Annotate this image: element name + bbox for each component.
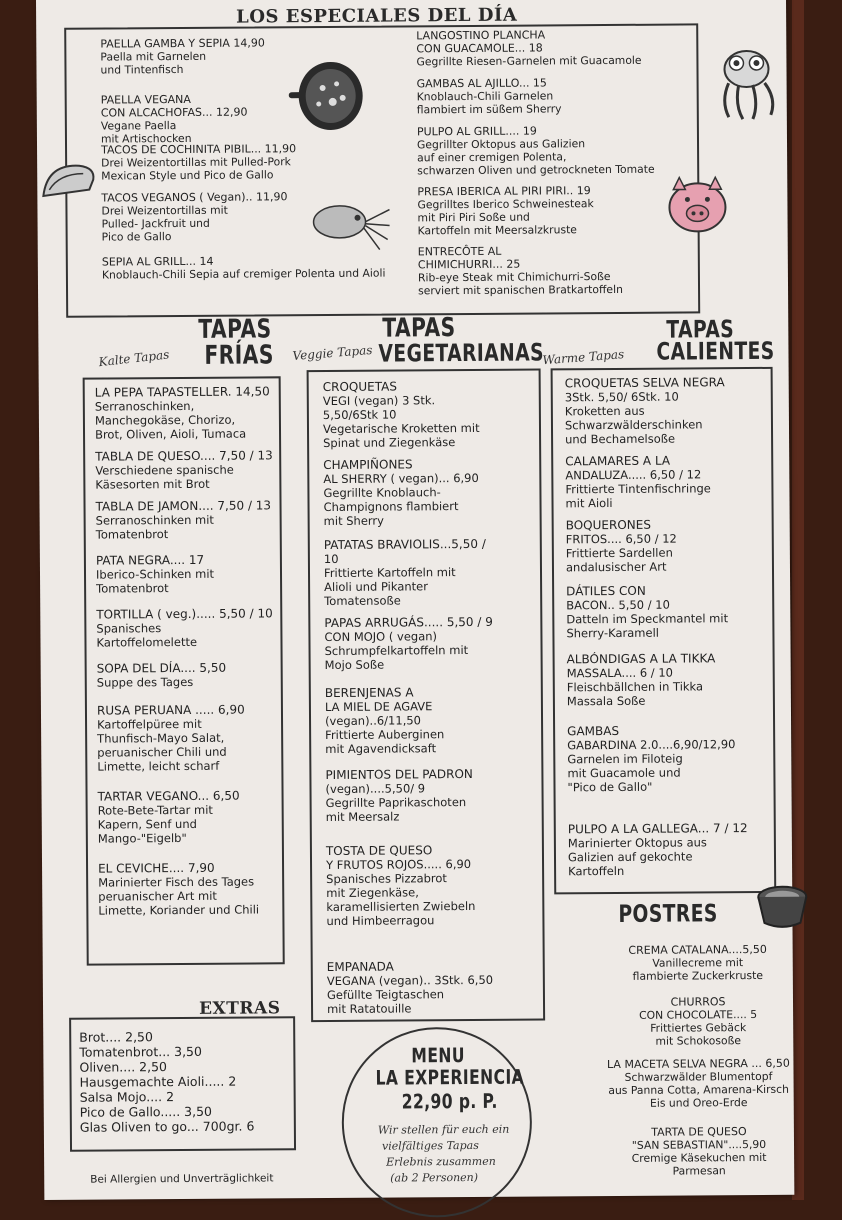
menu-item-description: Serranoschinken, [94,398,195,414]
menu-item-title: CROQUETAS [322,379,397,395]
menu-item-description: Limette, leicht scharf [97,758,220,774]
menu-item-description: mit Aioli [565,495,613,511]
menu-item-title: RUSA PERUANA ..... 6,90 [96,702,245,718]
menu-item [565,453,711,510]
menu-item-description: Knoblauch-Chili Sepia auf cremiger Polenta und Aioli [101,266,386,282]
menu-item-description: Frittierte Kartoffeln mit [323,565,456,581]
menu-item-description: Schrumpfelkartoffeln mit [324,642,469,659]
menu-item-description: flambierte Zuckerkruste [632,968,764,983]
menu-item [101,93,248,146]
menu-item-description: Gegrillte Paprikaschoten [325,795,467,810]
menu-item-description: Tomatenbrot [95,527,169,542]
cuttlefish-icon [309,196,391,255]
menu-item-description: flambiert im süßem Sherry [416,102,562,117]
extras-item: Salsa Mojo.... 2 [79,1089,175,1105]
experiencia-line: vielfältiges Tapas [381,1138,479,1153]
menu-item-description: Spinat und Ziegenkäse [323,435,456,451]
menu-item-description: Drei Weizentortillas mit Pulled-Pork [101,155,291,170]
menu-item [325,685,445,756]
menu-item-description: Iberico-Schinken mit [95,566,215,582]
menu-item [416,28,641,69]
menu-item-title: PULPO AL GRILL.... 19 [416,124,537,139]
specials-title: LOS ESPECIALES DEL DÍA [236,4,518,28]
menu-item-description: Knoblauch-Chili Garnelen [416,89,554,104]
extras-item: Tomatenbrot... 3,50 [79,1043,202,1060]
menu-item-description: Verschiedene spanische [95,462,234,478]
menu-item [603,943,793,983]
menu-item-title-cont: CON GUACAMOLE... 18 [416,41,543,56]
menu-item-title: DÁTILES CON [566,583,646,599]
menu-item [324,537,487,608]
frias-title-2: FRÍAS [204,340,274,371]
vegetarianas-title-1: TAPAS [382,313,456,344]
menu-item-description: CON MOJO ( vegan) [324,629,438,645]
experiencia-menu: MENU [411,1043,465,1068]
menu-item-description: Tomatensoße [324,593,401,609]
menu-item-description: Suppe des Tages [96,674,194,690]
menu-item [100,36,265,76]
menu-item-title: CHURROS [670,995,726,1009]
extras-item: Glas Oliven to go... 700gr. 6 [79,1118,255,1135]
menu-item-description: Pulled- Jackfruit und [101,216,210,231]
calientes-title-2: CALIENTES [656,336,775,366]
menu-item-title: TACOS VEGANOS ( Vegan).. 11,90 [101,190,288,205]
menu-item [326,843,476,928]
menu-item-description: (vegan)....5,50/ 9 [325,781,426,796]
menu-item-description: Gegrillter Oktopus aus Galizien [416,137,586,152]
menu-item-description: Kroketten aus [564,403,645,419]
menu-item-description: Manchegokäse, Chorizo, [94,412,236,428]
menu-item-description: Mojo Soße [324,657,385,673]
menu-item-description: (vegan)..6/11,50 [324,713,422,728]
menu-item-title: TABLA DE QUESO.... 7,50 / 13 [95,448,273,464]
menu-item-description: Marinierter Fisch des Tages [98,874,255,890]
menu-item [98,860,259,917]
menu-item-description: CON CHOCOLATE.... 5 [639,1007,758,1022]
menu-item-title: TARTAR VEGANO... 6,50 [97,788,240,804]
menu-item-description: Gefüllte Teigtaschen [326,987,445,1002]
experiencia-line: Erlebnis zusammen [386,1154,496,1169]
menu-item-description: ANDALUZA..... 6,50 / 12 [565,467,702,483]
menu-item-title: CREMA CATALANA....5,50 [628,942,767,957]
menu-item-description: LA MIEL DE AGAVE [324,699,433,714]
octopus-icon [712,45,783,121]
menu-item-description: Spanisches Pizzabrot [326,871,447,886]
menu-item [95,498,271,541]
menu-item-description: VEGANA (vegan).. 3Stk. 6,50 [326,972,494,988]
vegetarianas-script: Veggie Tapas [292,342,373,363]
menu-item-description: BACON.. 5,50 / 10 [566,597,670,613]
menu-item-description: Fleischbällchen in Tikka [566,679,704,695]
menu-item-description: Eis und Oreo-Erde [649,1096,748,1110]
menu-item-description: peruanischer Art mit [98,888,217,904]
menu-item-description: aus Panna Cotta, Amarena-Kirsch [608,1082,789,1098]
menu-item-description: Frittiertes Gebäck [650,1021,747,1035]
menu-item-description: Gegrillte Riesen-Garnelen mit Guacamole [416,53,642,69]
paella-pan-icon [288,58,369,135]
menu-item-description: Thunfisch-Mayo Salat, [97,730,225,746]
menu-item [98,789,240,846]
extras-item: Hausgemachte Aioli..... 2 [79,1073,237,1090]
menu-item [323,457,479,528]
menu-item [418,244,623,297]
menu-item-title: BERENJENAS A [324,685,414,701]
menu-item [567,651,716,708]
extras-title: EXTRAS [198,998,281,1019]
menu-item-description: karamellisierten Zwiebeln [326,898,476,914]
menu-item [568,821,748,878]
menu-item [101,142,296,182]
menu-item [325,767,473,824]
menu-item-description: Datteln im Speckmantel mit [566,611,729,627]
menu-item-description: Mango-"Eigelb" [97,830,187,846]
menu-item-description: 5,50/6Stk 10 [322,407,397,423]
menu-item-title: PULPO A LA GALLEGA... 7 / 12 [567,821,748,837]
menu-item-description: und Tintenfisch [100,62,184,77]
menu-item-description: MASSALA.... 6 / 10 [566,665,673,681]
menu-item-description: Käsesorten mit Brot [95,476,210,492]
menu-item-description: Vegane Paella [100,119,177,133]
menu-item-title: PAPAS ARRUGÁS..... 5,50 / 9 [324,614,493,631]
menu-item-description: Massala Soße [566,693,646,709]
menu-item [327,959,494,1016]
menu-item-description: Y FRUTOS ROJOS..... 6,90 [325,856,472,872]
menu-item-title: PATA NEGRA.... 17 [95,552,205,568]
menu-item-description: mit Sherry [323,513,384,529]
menu-item-description: auf einer cremigen Polenta, [417,150,567,165]
menu-item-description: FRITOS.... 6,50 / 12 [565,531,677,547]
menu-item-description: und Himbeerragou [326,913,435,928]
menu-item-description: Schwarzwälder Blumentopf [624,1069,773,1084]
menu-item-title: PRESA IBERICA AL PIRI PIRI.. 19 [417,184,591,199]
menu-item-title: SOPA DEL DÍA.... 5,50 [96,660,227,676]
menu-item-title: TACOS DE COCHINITA PIBIL... 11,90 [101,142,297,157]
frias-script: Kalte Tapas [97,347,170,370]
menu-item-title: PIMIENTOS DEL PADRON [325,766,473,782]
menu-item-description: Schwarzwälderschinken [564,417,703,433]
menu-item [102,254,386,282]
menu-item-title: EL CEVICHE.... 7,90 [98,860,215,876]
menu-item-description: mit Meersalz [325,809,400,824]
extras-list [79,1029,254,1135]
menu-item-description: Rib-eye Steak mit Chimichurri-Soße [417,269,611,285]
menu-item-description: serviert mit spanischen Bratkartoffeln [417,282,623,298]
calientes-script: Warme Tapas [542,347,625,368]
menu-item-description: Drei Weizentortillas mit [101,203,228,218]
menu-item-title-cont: CHIMICHURRI... 25 [417,257,521,272]
menu-item-description: mit Schokosoße [655,1034,742,1048]
menu-item-description: mit Artischocken [100,131,192,146]
menu-item-description: Gegrillte Knoblauch- [323,485,441,501]
menu-item-description: Alioli und Pikanter [324,579,429,595]
menu-item-description: Frittierte Auberginen [325,727,445,742]
menu-item-description: Vegetarische Kroketten mit [322,420,480,437]
menu-item [96,553,214,596]
menu-item-description: 10 [323,551,339,567]
menu-item [95,384,270,441]
menu-item [603,1057,793,1110]
menu-item-title: CHAMPIÑONES [323,457,413,473]
menu-item-description: Pico de Gallo [101,230,172,244]
menu-item-description: Paella mit Garnelen [100,49,207,64]
menu-item [603,995,793,1048]
menu-item [417,184,594,237]
menu-item-title: LA PEPA TAPASTELLER. 14,50 [94,384,270,400]
menu-item-title: GAMBAS AL AJILLO... 15 [416,76,547,91]
menu-item-description: peruanischer Chili und [97,744,227,760]
menu-item-description: schwarzen Oliven und getrockneten Tomate [417,162,655,178]
menu-item-title: ALBÓNDIGAS A LA TIKKA [566,651,716,667]
menu-item-title: GAMBAS [567,723,620,739]
menu-item-title: PAELLA GAMBA Y SEPIA 14,90 [100,36,265,51]
menu-item [604,1125,794,1178]
menu-item [417,124,655,178]
menu-item-description: Tomatenbrot [96,581,169,596]
menu-item-description: mit Piri Piri Soße und [417,210,530,225]
menu-item [95,448,273,491]
experiencia-line: Wir stellen für euch ein [377,1122,510,1137]
menu-item-description: AL SHERRY ( vegan)... 6,90 [323,470,479,487]
pig-icon [663,175,731,235]
experiencia-price: 22,90 p. P. [401,1088,498,1114]
menu-item-description: Kartoffeln mit Meersalzkruste [417,223,577,238]
menu-item-description: und Bechamelsoße [565,431,676,447]
menu-item [323,379,480,450]
frias-title-1: TAPAS [198,314,272,345]
menu-item-description: mit Agavendicksaft [325,741,437,756]
menu-item-description: Kartoffelpüree mit [97,716,202,732]
menu-item-description: Garnelen im Filoteig [567,751,683,767]
menu-item [566,518,677,575]
menu-item-description: mit Ratatouille [327,1001,412,1016]
menu-item-description: Vanillecreme mit [652,956,744,970]
menu-item-title: CROQUETAS SELVA NEGRA [564,375,725,391]
wood-border [792,0,804,1200]
menu-item-description: 3Stk. 5,50/ 6Stk. 10 [564,389,679,405]
menu-item-description: Kartoffelomelette [96,634,198,650]
menu-item [566,583,728,640]
menu-item [565,375,725,446]
menu-item-title: TARTA DE QUESO [651,1125,747,1139]
menu-item [324,615,493,672]
menu-item-title: TABLA DE JAMON.... 7,50 / 13 [95,498,272,514]
experiencia-line: (ab 2 Personen) [390,1170,479,1185]
menu-item-description: "SAN SEBASTIAN"....5,90 [631,1137,767,1152]
menu-item-title: SEPIA AL GRILL... 14 [101,254,214,269]
menu-item-description: andalusischer Art [565,559,667,575]
extras-item: Oliven.... 2,50 [79,1059,168,1075]
menu-item-description: Cremige Käsekuchen mit Parmesan [631,1150,767,1178]
extras-item: Brot.... 2,50 [79,1029,153,1045]
taco-icon [39,160,97,200]
menu-item-description: GABARDINA 2.0....6,90/12,90 [567,737,736,753]
menu-item-title: BOQUERONES [565,517,651,533]
menu-item-title: PATATAS BRAVIOLIS...5,50 / [323,536,486,553]
extras-item: Pico de Gallo..... 3,50 [79,1103,213,1120]
menu-item-description: Mexican Style und Pico de Gallo [101,168,274,183]
vegetarianas-title-2: VEGETARIANAS [378,338,544,368]
menu-item [567,723,736,794]
menu-item-description: Galizien auf gekochte [567,849,693,865]
allergy-note: Bei Allergien und Unverträglichkeit [90,1172,274,1186]
menu-item-title: EMPANADA [326,959,394,974]
menu-item-description: mit Ziegenkäse, [326,885,419,900]
menu-item-description: Limette, Koriander und Chili [98,902,260,918]
menu-item-description: Frittierte Tintenfischringe [565,481,711,497]
menu-item-title: TOSTA DE QUESO [325,843,433,858]
menu-item-description: mit Guacamole und [567,765,681,781]
menu-item-title: CALAMARES A LA [565,453,671,469]
experiencia-title: LA EXPERIENCIA [375,1064,525,1090]
menu-item [417,76,562,116]
menu-item [97,661,227,690]
menu-item [97,703,245,774]
menu-item-description: Frittierte Sardellen [565,545,673,561]
menu-item-title: ENTRECÔTE AL [417,244,502,259]
menu-item-description: Rote-Bete-Tartar mit [97,802,213,818]
menu-item-description: Serranoschinken mit [95,512,214,528]
menu-item [96,606,273,649]
menu-page [36,0,794,1200]
menu-item-title: TORTILLA ( veg.)..... 5,50 / 10 [96,606,273,622]
menu-item-title: LANGOSTINO PLANCHA [416,28,546,43]
menu-item-description: Brot, Oliven, Aioli, Tumaca [94,426,247,442]
menu-item-description: Marinierter Oktopus aus [567,835,707,851]
menu-item-description: Sherry-Karamell [566,625,659,641]
menu-item-title-cont: CON ALCACHOFAS... 12,90 [100,105,248,120]
menu-item-description: VEGI (vegan) 3 Stk. [322,393,436,409]
menu-item-title: PAELLA VEGANA [100,92,191,107]
menu-item-description: Champignons flambiert [323,499,459,515]
menu-item-title: LA MACETA SELVA NEGRA ... 6,50 [606,1056,790,1072]
menu-item-description: Gegrilltes Iberico Schweinesteak [417,197,594,212]
menu-item-description: Kapern, Senf und [97,816,197,832]
menu-item-description: Kartoffeln [568,863,625,879]
crema-catalana-icon [754,877,810,933]
postres-title: POSTRES [618,899,718,928]
menu-item-description: "Pico de Gallo" [567,779,653,795]
menu-item [101,190,287,243]
calientes-title-1: TAPAS [666,315,735,344]
menu-item-description: Spanisches [96,621,162,636]
